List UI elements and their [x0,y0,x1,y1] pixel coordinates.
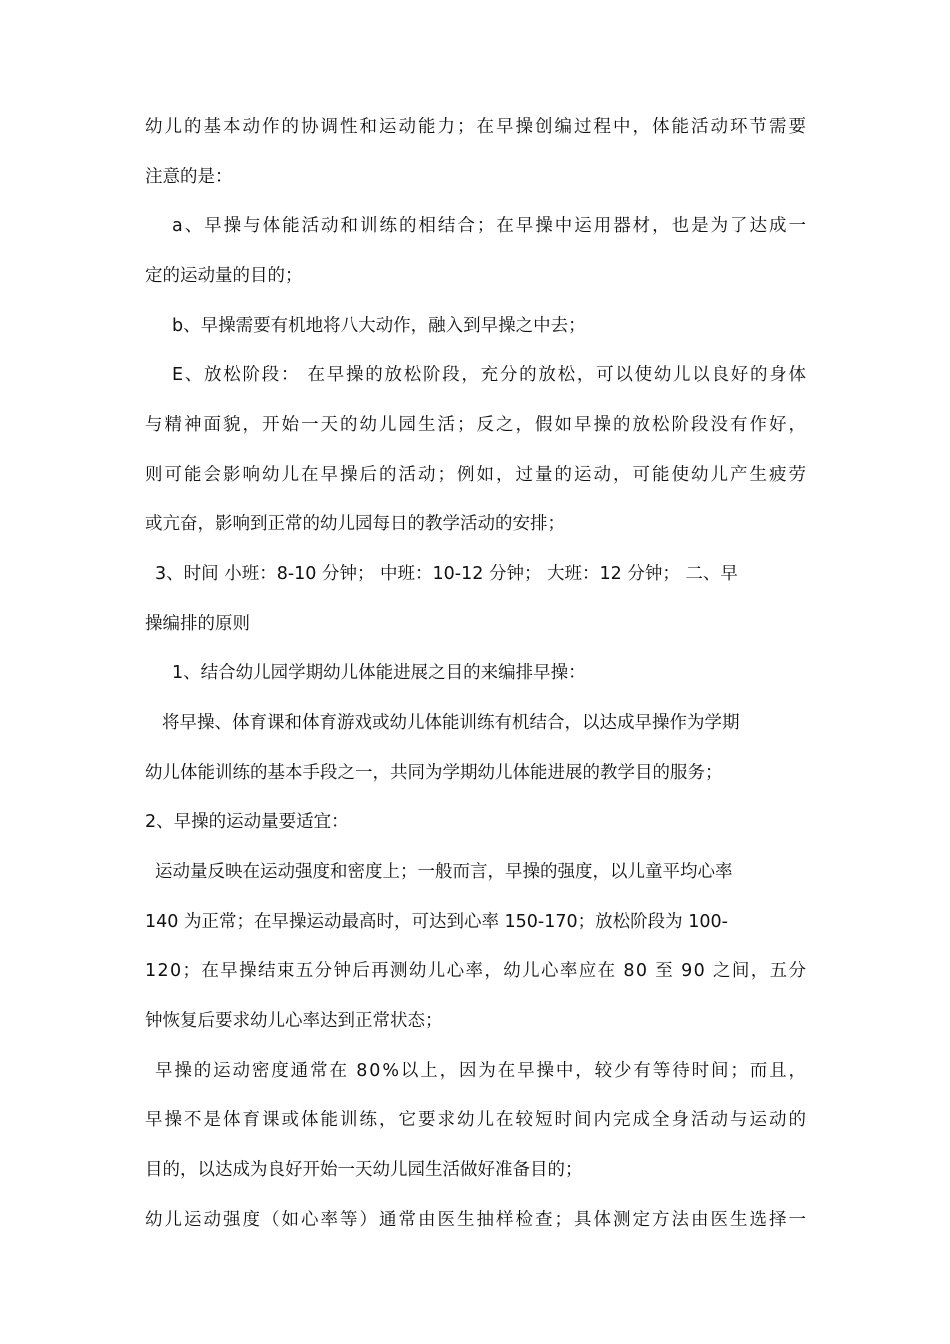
text: 则可能会影响幼儿在早操后的活动；例如，过量的运动，可能使幼儿产生疲劳 [145,465,808,485]
text: 1、结合幼儿园学期幼儿体能进展之目的来编排早操： [172,663,586,683]
text-line [0,311,950,341]
text-line [0,261,950,291]
text: 定的运动量的目的； [145,266,303,286]
text: 操编排的原则 [145,614,250,634]
text-line [0,708,950,738]
text-line [0,509,950,539]
text: 140 为正常；在早操运动最高时，可达到心率 150-170；放松阶段为 100- [145,912,728,932]
text: 运动量反映在运动强度和密度上；一般而言，早操的强度，以儿童平均心率 [155,862,733,882]
text-line [0,460,950,490]
text-line [0,807,950,837]
text: a、早操与体能活动和训练的相结合；在早操中运用器材，也是为了达成一 [172,216,808,236]
text-line [0,211,950,241]
text: 或亢奋，影响到正常的幼儿园每日的教学活动的安排； [145,514,565,534]
text-line [0,1105,950,1135]
text-line [0,1155,950,1185]
text: 幼儿体能训练的基本手段之一，共同为学期幼儿体能进展的教学目的服务； [145,763,723,783]
text-line [0,907,950,937]
text: 钟恢复后要求幼儿心率达到正常状态； [145,1011,443,1031]
text: 2、早操的运动量要适宜： [145,812,349,832]
text-line [0,162,950,192]
text: 幼儿运动强度（如心率等）通常由医生抽样检查；具体测定方法由医生选择一 [145,1210,808,1230]
text: E、放松阶段： 在早操的放松阶段，充分的放松，可以使幼儿以良好的身体 [172,365,808,385]
text-line [0,1006,950,1036]
text: b、早操需要有机地将八大动作，融入到早操之中去； [172,316,586,336]
text-line [0,956,950,986]
text-line [0,1205,950,1235]
text: 目的，以达成为良好开始一天幼儿园生活做好准备目的； [145,1160,583,1180]
text-line [0,857,950,887]
text-line [0,112,950,142]
text: 幼儿的基本动作的协调性和运动能力；在早操创编过程中，体能活动环节需要 [145,117,808,137]
text: 将早操、体育课和体育游戏或幼儿体能训练有机结合，以达成早操作为学期 [162,713,740,733]
text: 注意的是： [145,167,233,187]
text-line [0,758,950,788]
text-line [0,360,950,390]
text-line [0,609,950,639]
text-line [0,559,950,589]
text: 3、时间 小班：8-10 分钟； 中班：10-12 分钟； 大班：12 分钟； 二、早 [155,564,738,584]
text: 与精神面貌，开始一天的幼儿园生活；反之，假如早操的放松阶段没有作好， [145,415,808,435]
text: 早操的运动密度通常在 80%以上，因为在早操中，较少有等待时间；而且， [155,1061,808,1081]
text: 早操不是体育课或体能训练，它要求幼儿在较短时间内完成全身活动与运动的 [145,1110,808,1130]
text: 120；在早操结束五分钟后再测幼儿心率，幼儿心率应在 80 至 90 之间，五分 [145,961,808,981]
text-line [0,658,950,688]
text-line [0,410,950,440]
text-line [0,1056,950,1086]
